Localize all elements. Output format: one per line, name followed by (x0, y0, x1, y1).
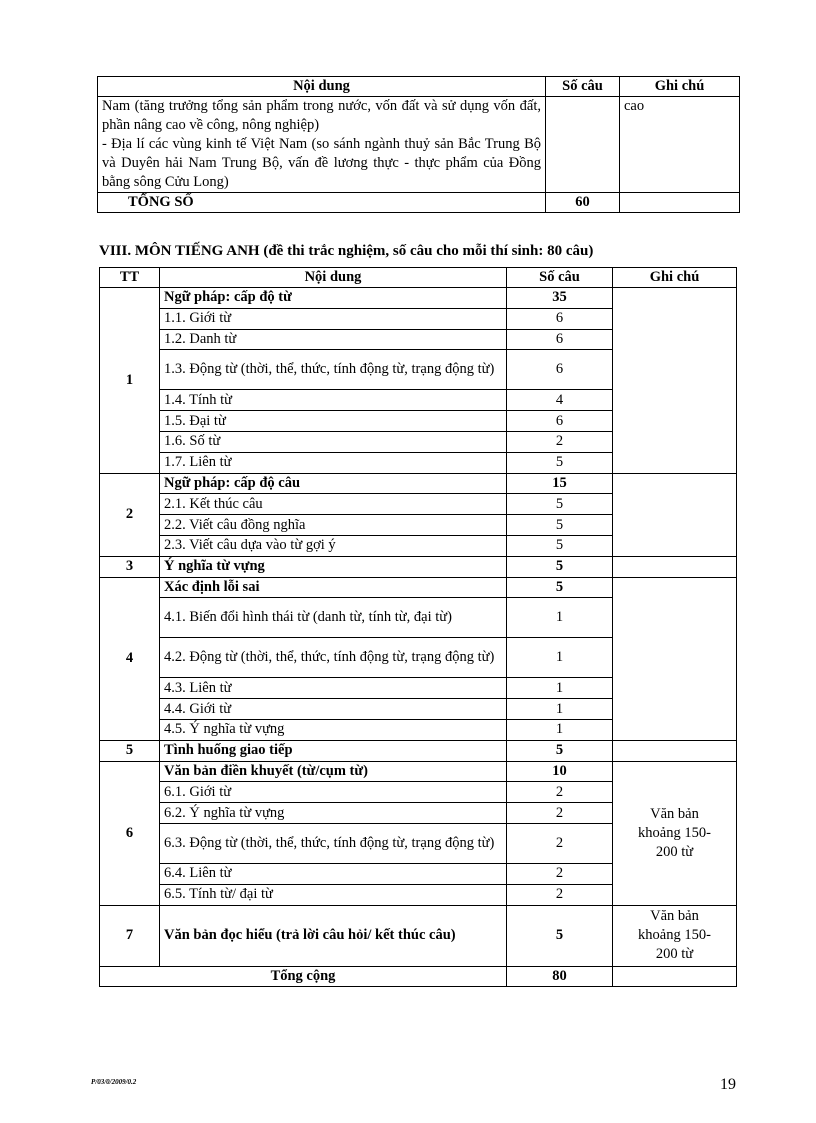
group-row (100, 740, 737, 761)
group-title: Tình huống giao tiếp (160, 740, 507, 761)
note-cell (613, 473, 737, 556)
group-title: Ý nghĩa từ vựng (160, 556, 507, 577)
item-count: 5 (507, 515, 613, 536)
header-note: Ghi chú (620, 77, 740, 97)
tt-cell: 4 (100, 577, 160, 740)
group-title: Ngữ pháp: cấp độ câu (160, 473, 507, 494)
item-label: 1.2. Danh từ (160, 329, 507, 350)
tt-cell: 2 (100, 473, 160, 556)
group-row (100, 577, 737, 598)
group-row (100, 905, 737, 966)
group-count: 10 (507, 761, 613, 782)
item-label: 6.1. Giới từ (160, 782, 507, 803)
item-label: 4.3. Liên từ (160, 678, 507, 699)
total-label: Tổng cộng (100, 966, 507, 987)
group-title: Xác định lỗi sai (160, 577, 507, 598)
item-count: 2 (507, 884, 613, 905)
item-count: 1 (507, 638, 613, 678)
section-heading: VIII. MÔN TIẾNG ANH (đề thi trắc nghiệm, số câu cho mỗi thí sinh: 80 câu) (99, 243, 594, 259)
item-label: 1.6. Số từ (160, 431, 507, 452)
total-value: 80 (507, 966, 613, 987)
item-label: 2.3. Viết câu dựa vào từ gợi ý (160, 535, 507, 556)
item-label: 2.1. Kết thúc câu (160, 494, 507, 515)
tt-cell: 6 (100, 761, 160, 905)
group-count: 15 (507, 473, 613, 494)
table-row (98, 97, 740, 193)
group-row (100, 473, 737, 494)
item-count: 6 (507, 350, 613, 390)
group-title: Văn bản điền khuyết (từ/cụm từ) (160, 761, 507, 782)
header-count: Số câu (546, 77, 620, 97)
item-count: 2 (507, 863, 613, 884)
group-count: 5 (507, 905, 613, 966)
item-label: 1.4. Tính từ (160, 390, 507, 411)
content-cell (98, 97, 546, 193)
item-count: 5 (507, 452, 613, 473)
group-title: Văn bản đọc hiểu (trả lời câu hỏi/ kết thúc câu) (160, 905, 507, 966)
item-label: 4.1. Biến đổi hình thái từ (danh từ, tính từ, đại từ) (160, 598, 507, 638)
item-label: 1.5. Đại từ (160, 411, 507, 432)
item-count: 1 (507, 598, 613, 638)
item-label: 1.7. Liên từ (160, 452, 507, 473)
header-content: Nội dung (160, 268, 507, 288)
note-cell: cao (620, 97, 740, 193)
group-count: 5 (507, 740, 613, 761)
table-header-row (98, 77, 740, 97)
item-label: 1.1. Giới từ (160, 308, 507, 329)
item-label: 6.3. Động từ (thời, thể, thức, tính động từ, trạng động từ) (160, 823, 507, 863)
total-row (98, 193, 740, 213)
group-row (100, 761, 737, 782)
tt-cell: 1 (100, 288, 160, 474)
item-count: 1 (507, 699, 613, 720)
note-cell: Văn bản khoảng 150-200 từ (613, 761, 737, 905)
note-cell (613, 556, 737, 577)
note-cell (613, 740, 737, 761)
tt-cell: 7 (100, 905, 160, 966)
group-count: 35 (507, 288, 613, 309)
item-label: 1.3. Động từ (thời, thể, thức, tính động từ, trạng động từ) (160, 350, 507, 390)
total-label: TỔNG SỐ (98, 193, 546, 213)
english-subject-table (99, 267, 737, 987)
content-line: Nam (tăng trưởng tổng sản phẩm trong nước, vốn đất và sử dụng vốn đất, phần nâng cao về công, nông nghiệp) (102, 98, 541, 133)
item-count: 1 (507, 719, 613, 740)
header-count: Số câu (507, 268, 613, 288)
item-label: 4.5. Ý nghĩa từ vựng (160, 719, 507, 740)
content-line: - Địa lí các vùng kinh tế Việt Nam (so sánh ngành thuỷ sản Bắc Trung Bộ và Duyên hải Nam Trung Bộ, vấn đề lương thực - thực phẩm của Đồng bằng sông Cửu Long) (102, 136, 541, 190)
item-count: 5 (507, 535, 613, 556)
tt-cell: 5 (100, 740, 160, 761)
note-cell (620, 193, 740, 213)
item-label: 2.2. Viết câu đồng nghĩa (160, 515, 507, 536)
footer-code: P/03/0/2009/0.2 (91, 1078, 137, 1086)
tt-cell: 3 (100, 556, 160, 577)
item-label: 4.2. Động từ (thời, thể, thức, tính động từ, trạng động từ) (160, 638, 507, 678)
item-count: 2 (507, 782, 613, 803)
item-count: 6 (507, 329, 613, 350)
group-row (100, 556, 737, 577)
group-title: Ngữ pháp: cấp độ từ (160, 288, 507, 309)
item-count: 5 (507, 494, 613, 515)
item-count: 1 (507, 678, 613, 699)
item-count: 6 (507, 308, 613, 329)
note-cell (613, 577, 737, 740)
item-label: 6.4. Liên từ (160, 863, 507, 884)
note-cell (613, 288, 737, 474)
item-label: 6.5. Tính từ/ đại từ (160, 884, 507, 905)
item-count: 2 (507, 823, 613, 863)
table-header-row (100, 268, 737, 288)
header-content: Nội dung (98, 77, 546, 97)
header-note: Ghi chú (613, 268, 737, 288)
item-label: 6.2. Ý nghĩa từ vựng (160, 803, 507, 824)
previous-subject-table (97, 76, 740, 213)
total-value: 60 (546, 193, 620, 213)
item-count: 6 (507, 411, 613, 432)
item-label: 4.4. Giới từ (160, 699, 507, 720)
group-count: 5 (507, 577, 613, 598)
item-count: 4 (507, 390, 613, 411)
note-cell (613, 966, 737, 987)
count-cell (546, 97, 620, 193)
item-count: 2 (507, 803, 613, 824)
group-count: 5 (507, 556, 613, 577)
group-row (100, 288, 737, 309)
total-row (100, 966, 737, 987)
page-number: 19 (720, 1076, 736, 1093)
header-tt: TT (100, 268, 160, 288)
item-count: 2 (507, 431, 613, 452)
note-cell: Văn bản khoảng 150-200 từ (613, 905, 737, 966)
